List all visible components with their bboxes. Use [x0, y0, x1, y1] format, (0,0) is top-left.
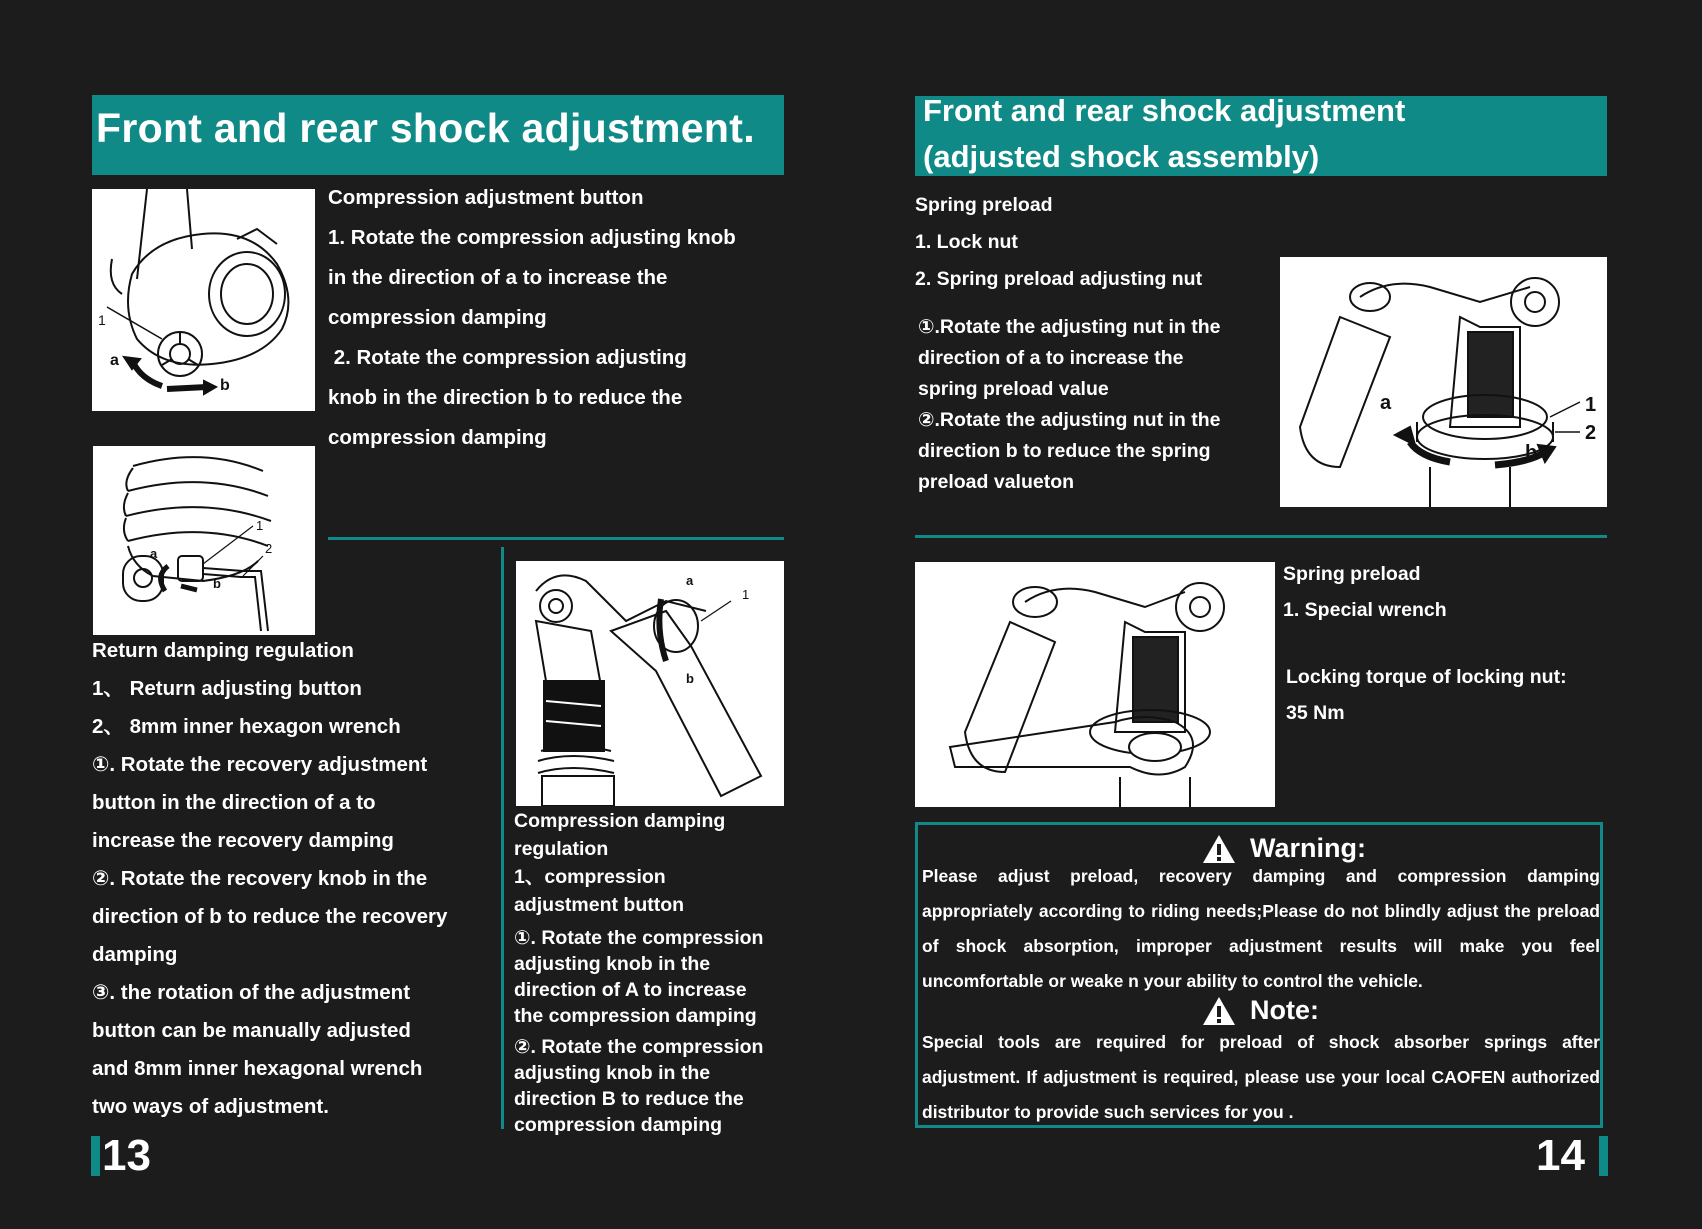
spring-preload-text — [915, 187, 1202, 298]
cd-step2: direction B to reduce the — [514, 1088, 744, 1110]
figure-compression-knob — [92, 189, 315, 411]
torque-text — [1286, 659, 1567, 731]
fig2-label-b: b — [213, 576, 221, 591]
fig1-label-1: 1 — [98, 312, 106, 328]
torque-line: 35 Nm — [1286, 702, 1345, 724]
return-line: ①. Rotate the recovery adjustment — [92, 753, 428, 776]
return-damping-text — [92, 632, 447, 1126]
cd-step2: ②. Rotate the compression — [514, 1036, 764, 1058]
right-section-divider — [915, 535, 1607, 538]
fig4-label-2: 2 — [1585, 422, 1597, 444]
return-line: 1、 Return adjusting button — [92, 677, 362, 700]
return-line: button can be manually adjusted — [92, 1019, 411, 1042]
wrench-heading: Spring preload — [1283, 563, 1421, 585]
spring-preload-line: 2. Spring preload adjusting nut — [915, 268, 1203, 290]
fig1-label-a: a — [110, 352, 119, 369]
fig1-label-b: b — [220, 377, 230, 394]
return-line: ③. the rotation of the adjustment — [92, 981, 411, 1004]
torque-line: Locking torque of locking nut: — [1286, 666, 1567, 688]
compression-heading: Compression adjustment button — [328, 186, 644, 209]
preload-step-line: direction b to reduce the spring — [918, 440, 1211, 462]
spring-preload-steps — [918, 312, 1221, 498]
figure-special-wrench — [915, 562, 1275, 807]
right-title-line: Front and rear shock adjustment — [923, 93, 1406, 128]
right-title-banner — [915, 93, 1607, 176]
cd-step1: the compression damping — [514, 1005, 757, 1027]
figure-return-button — [93, 446, 315, 635]
cd-step1: ①. Rotate the compression — [514, 927, 764, 949]
cd-step1: adjusting knob in the — [514, 953, 711, 975]
return-line: button in the direction of a to — [92, 791, 376, 814]
compression-line: in the direction of a to increase the — [328, 266, 668, 289]
left-page-title: Front and rear shock adjustment. — [96, 105, 755, 151]
cd-step2: compression damping — [514, 1114, 723, 1136]
return-line: 2、 8mm inner hexagon wrench — [92, 715, 401, 738]
compression-line: knob in the direction b to reduce the — [328, 386, 683, 409]
fig4-label-b: b — [1525, 442, 1538, 464]
wrench-text — [1283, 556, 1447, 628]
spring-preload-line: 1. Lock nut — [915, 231, 1018, 253]
fig3-label-b: b — [686, 671, 694, 686]
preload-step-line: preload valueton — [918, 471, 1075, 493]
return-line: damping — [92, 943, 178, 966]
figure-spring-preload-nut — [1280, 257, 1607, 507]
left-column-divider — [501, 547, 504, 1129]
note-title: Note: — [1250, 995, 1319, 1025]
right-page-number-bar — [1599, 1136, 1608, 1176]
note-heading — [1202, 995, 1319, 1026]
left-section-divider — [328, 537, 784, 540]
wrench-item: 1. Special wrench — [1283, 599, 1447, 621]
fig2-label-1: 1 — [256, 518, 264, 533]
return-line: and 8mm inner hexagonal wrench — [92, 1057, 423, 1080]
return-line: direction of b to reduce the recovery — [92, 905, 448, 928]
fig4-label-a: a — [1380, 392, 1392, 414]
figure-compression-damping-shock — [516, 561, 784, 806]
cd-heading: regulation — [514, 838, 609, 860]
compression-line: 1. Rotate the compression adjusting knob — [328, 226, 736, 249]
left-title-banner — [92, 95, 784, 175]
fig3-label-1: 1 — [742, 587, 750, 602]
cd-item: adjustment button — [514, 894, 685, 916]
warning-title: Warning: — [1250, 833, 1366, 863]
return-heading: Return damping regulation — [92, 639, 354, 662]
compression-adjustment-text — [328, 178, 736, 458]
cd-step2: adjusting knob in the — [514, 1062, 711, 1084]
return-line: ②. Rotate the recovery knob in the — [92, 867, 428, 890]
compression-line: 2. Rotate the compression adjusting — [328, 346, 687, 369]
compression-line: compression damping — [328, 306, 547, 329]
fig4-label-1: 1 — [1585, 394, 1597, 416]
cd-item: 1、compression — [514, 866, 666, 888]
warning-box — [915, 822, 1603, 1128]
warning-triangle-icon — [1202, 996, 1236, 1026]
preload-step-line: spring preload value — [918, 378, 1109, 400]
preload-step-line: direction of a to increase the — [918, 347, 1184, 369]
fig2-label-2: 2 — [265, 541, 273, 556]
note-text: Special tools are required for preload of shock absorber springs after adjustment. If adjustment is required, please use your local CAOFEN authorized distributor to provide such services for you . — [922, 1032, 1600, 1122]
preload-step-line: ②.Rotate the adjusting nut in the — [918, 409, 1221, 431]
right-title-line: (adjusted shock assembly) — [923, 139, 1320, 174]
fig3-label-a: a — [686, 573, 694, 588]
spring-preload-line: Spring preload — [915, 194, 1053, 216]
return-line: increase the recovery damping — [92, 829, 394, 852]
compression-damping-text — [514, 807, 763, 1138]
right-page-number: 14 — [1536, 1131, 1585, 1180]
cd-heading: Compression damping — [514, 810, 726, 832]
cd-step1: direction of A to increase — [514, 979, 747, 1001]
fig2-label-a: a — [150, 546, 158, 561]
warning-text: Please adjust preload, recovery damping and compression damping appropriately according to riding needs;Please do not blindly adjust the preload of shock absorption, improper adjustment results will make you feel uncomfortable or weake n your ability to control the vehicle. — [922, 866, 1600, 991]
left-page-number-bar — [91, 1136, 100, 1176]
preload-step-line: ①.Rotate the adjusting nut in the — [918, 316, 1221, 338]
left-page-number: 13 — [102, 1131, 151, 1180]
compression-line: compression damping — [328, 426, 547, 449]
return-line: two ways of adjustment. — [92, 1095, 329, 1118]
